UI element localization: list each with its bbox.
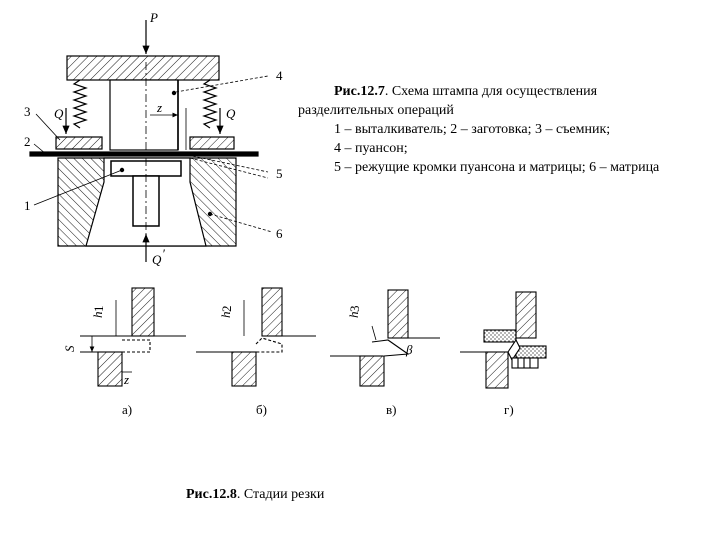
fig1-title-cont: разделительных операций (298, 103, 454, 118)
label-force-q-bottom: Q (152, 252, 162, 267)
label-num-1: 1 (24, 198, 31, 213)
top-plate (67, 56, 219, 80)
stage-b-label-h-sub: 2 (219, 305, 234, 312)
stage-a-drawing (80, 288, 186, 386)
label-num-4: 4 (276, 68, 283, 83)
stage-v-label-beta: β (406, 342, 413, 357)
stage-v-label-h: h (346, 311, 361, 318)
stage-b-caption: б) (256, 402, 267, 417)
fig1-legend-line-3: 5 – режущие кромки пуансона и матрицы; 6 – матрица (334, 160, 660, 175)
die-schematic (30, 20, 272, 262)
label-force-q-right: Q (226, 106, 236, 121)
spring-left (74, 80, 86, 128)
label-num-3: 3 (24, 104, 31, 119)
label-gap-z: z (157, 100, 163, 115)
stage-g-caption: г) (504, 402, 514, 417)
fig1-legend-line-2: 4 – пуансон; (334, 141, 408, 156)
fig1-title: . Схема штампа для осуществления (384, 84, 598, 99)
stage-a-label-z: z (124, 372, 130, 387)
fig2-caption (186, 486, 324, 505)
stage-v-drawing (330, 290, 440, 386)
label-force-q-bottom-prime: ′ (162, 246, 165, 261)
label-num-5: 5 (276, 166, 283, 181)
stage-a-label-h-sub: 1 (91, 305, 106, 312)
stage-v-label-h-sub: 3 (347, 305, 362, 312)
stage-a-caption: а) (122, 402, 133, 417)
stage-b-label-h: h (218, 311, 233, 318)
stage-v-caption: в) (386, 402, 397, 417)
label-force-q-left: Q (54, 106, 64, 121)
stage-a-label-s: S (62, 345, 77, 352)
workpiece (30, 152, 258, 156)
fig2-number: Рис.12.8 (186, 487, 237, 502)
fig1-number: Рис.12.7 (334, 84, 385, 99)
label-num-6: 6 (276, 226, 283, 241)
stage-g-drawing (460, 292, 546, 388)
label-num-2: 2 (24, 134, 31, 149)
fig2-title: . Стадии резки (236, 487, 325, 502)
fig1-caption (334, 83, 597, 102)
stage-b-drawing (196, 288, 316, 386)
stage-a-label-h: h (90, 311, 105, 318)
fig1-legend-line-1: 1 – выталкиватель; 2 – заготовка; 3 – съемник; (334, 122, 611, 137)
stripper-right (190, 137, 234, 149)
stripper-left (56, 137, 102, 149)
label-force-p: P (150, 10, 158, 25)
